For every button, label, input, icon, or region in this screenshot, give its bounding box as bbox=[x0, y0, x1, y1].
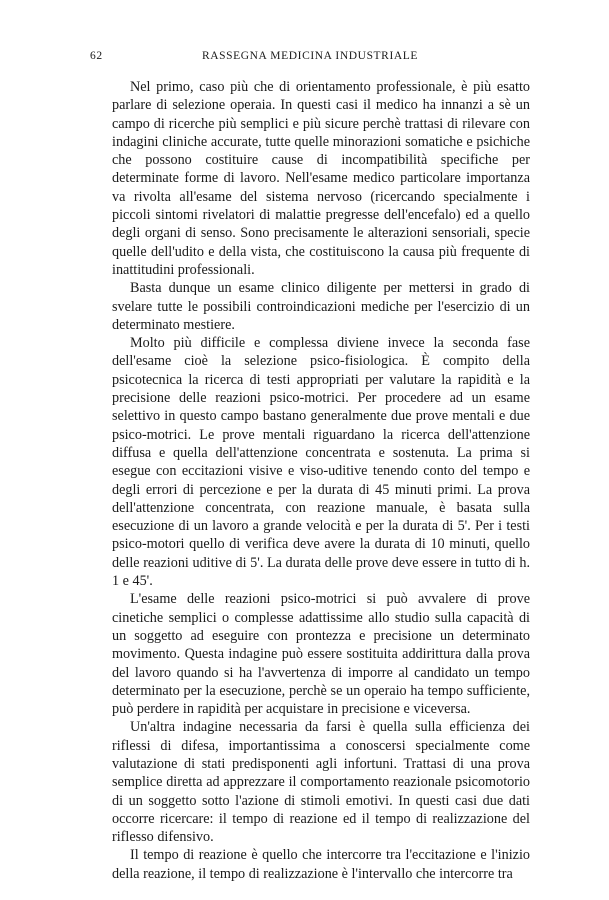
paragraph: Un'altra indagine necessaria da farsi è quella sulla efficienza dei riflessi di difesa, importantissima a conoscersi specialmente come valutazione di stati predisponenti agli infortuni. Trattasi di una prova semplice diretta ad apprezzare il comportamento reazionale psicomotorio di un soggetto sotto l'azione di stimoli emotivi. In questi casi due dati occorre ricercare: il tempo di reazione ed il tempo di realizzazione del riflesso difensivo. bbox=[112, 719, 530, 846]
paragraph: Basta dunque un esame clinico diligente per mettersi in grado di svelare tutte le possibili controindicazioni mediche per l'esercizio di un determinato mestiere. bbox=[112, 280, 530, 333]
page-number: 62 bbox=[90, 50, 103, 62]
paragraph: L'esame delle reazioni psico-motrici si può avvalere di prove cinetiche semplici o complesse adattissime allo studio sulla capacità di un soggetto ad eseguire con prontezza e precisione un determinato movimento. Questa indagine può essere sostituita addirittura dalla prova del lavoro quando si ha l'avvertenza di imporre al candidato un tempo determinato per la esecuzione, perchè se un operaio ha tempo sufficiente, può perdere in rapidità per acquistare in precisione e viceversa. bbox=[112, 591, 530, 718]
paragraph: Molto più difficile e complessa diviene invece la seconda fase dell'esame cioè la selezione psico-fisiologica. È compito della psicotecnica la ricerca di testi appropriati per valutare la rapidità e la precisione delle reazioni psico-motrici. Per procedere ad un esame selettivo in questo campo bastano generalmente due prove mentali e due psico-motrici. Le prove mentali riguardano la ricerca dell'attenzione diffusa e quella dell'attenzione concentrata e sostenuta. La prima si esegue con eccitazioni visive e viso-uditive tenendo conto del tempo e degli errori di percezione e per la durata di 45 minuti primi. La prova dell'attenzione concentrata, con reazione manuale, è basata sulla esecuzione di un lavoro a grande velocità e per la durata di 5'. Per i testi psico-motori quello di verifica deve avere la durata di 10 minuti, quello delle reazioni uditive di 5'. La durata delle prove deve essere in tutto di h. 1 e 45'. bbox=[112, 335, 530, 590]
body-text bbox=[112, 78, 530, 883]
running-title: RASSEGNA MEDICINA INDUSTRIALE bbox=[201, 50, 419, 62]
paragraph: Nel primo, caso più che di orientamento professionale, è più esatto parlare di selezione operaia. In questi casi il medico ha innanzi a sè un campo di ricerche più semplici e più sicure perchè trattasi di rilevare con indagini cliniche accurate, tutte quelle minorazioni somatiche e psichiche che possono costituire cause di incompatibilità specifiche per determinate forme di lavoro. Nell'esame medico particolare importanza va rivolta all'esame del sistema nervoso (ricercando specialmente i piccoli sintomi rivelatori di malattie pregresse dell'encefalo) ed a quello degli organi di senso. Sono precisamente le alterazioni sensoriali, specie quelle dell'udito e della vista, che costituiscono la causa più frequente di inattitudini professionali. bbox=[112, 79, 530, 278]
paragraph: Il tempo di reazione è quello che intercorre tra l'eccitazione e l'inizio della reazione, il tempo di realizzazione è l'intervallo che intercorre tra bbox=[112, 847, 530, 882]
running-header bbox=[90, 50, 530, 66]
